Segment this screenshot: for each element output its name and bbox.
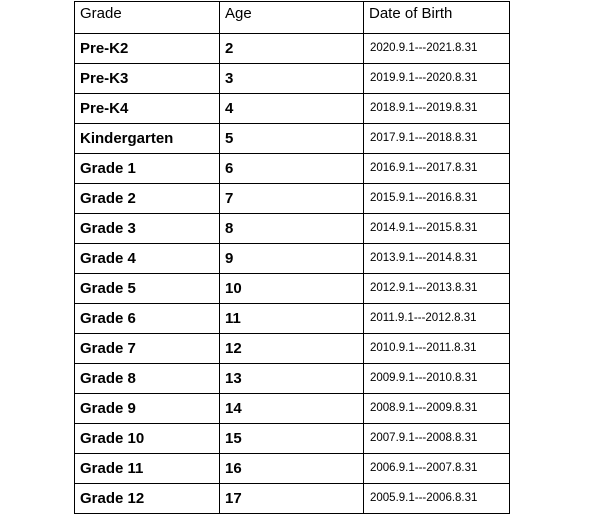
table-row	[75, 154, 510, 184]
date-of-birth-cell: 2009.9.1---2010.8.31	[364, 364, 510, 394]
grade-cell: Grade 1	[75, 154, 220, 184]
grade-cell: Grade 5	[75, 274, 220, 304]
age-cell: 12	[220, 334, 364, 364]
age-cell: 8	[220, 214, 364, 244]
age-cell: 5	[220, 124, 364, 154]
grade-cell: Grade 10	[75, 424, 220, 454]
age-cell: 17	[220, 484, 364, 514]
date-of-birth-cell: 2013.9.1---2014.8.31	[364, 244, 510, 274]
table-row	[75, 214, 510, 244]
age-cell: 6	[220, 154, 364, 184]
table-header-row	[75, 2, 510, 34]
age-cell: 4	[220, 94, 364, 124]
grade-cell: Grade 9	[75, 394, 220, 424]
table-row	[75, 34, 510, 64]
age-cell: 13	[220, 364, 364, 394]
table-row	[75, 364, 510, 394]
age-cell: 3	[220, 64, 364, 94]
table-row	[75, 304, 510, 334]
date-of-birth-cell: 2005.9.1---2006.8.31	[364, 484, 510, 514]
grade-cell: Pre-K2	[75, 34, 220, 64]
date-of-birth-cell: 2008.9.1---2009.8.31	[364, 394, 510, 424]
table-row	[75, 94, 510, 124]
date-of-birth-cell: 2007.9.1---2008.8.31	[364, 424, 510, 454]
table-row	[75, 184, 510, 214]
table-row	[75, 424, 510, 454]
table-row	[75, 274, 510, 304]
date-of-birth-cell: 2011.9.1---2012.8.31	[364, 304, 510, 334]
grade-cell: Kindergarten	[75, 124, 220, 154]
age-cell: 15	[220, 424, 364, 454]
grade-cell: Pre-K4	[75, 94, 220, 124]
grade-cell: Grade 2	[75, 184, 220, 214]
grade-age-table-container	[74, 1, 510, 514]
date-of-birth-cell: 2012.9.1---2013.8.31	[364, 274, 510, 304]
grade-cell: Grade 6	[75, 304, 220, 334]
grade-age-table	[74, 1, 510, 514]
date-of-birth-cell: 2017.9.1---2018.8.31	[364, 124, 510, 154]
table-row	[75, 124, 510, 154]
age-cell: 14	[220, 394, 364, 424]
age-cell: 10	[220, 274, 364, 304]
date-of-birth-cell: 2014.9.1---2015.8.31	[364, 214, 510, 244]
grade-cell: Grade 7	[75, 334, 220, 364]
grade-cell: Grade 4	[75, 244, 220, 274]
date-of-birth-cell: 2019.9.1---2020.8.31	[364, 64, 510, 94]
table-row	[75, 64, 510, 94]
table-row	[75, 334, 510, 364]
age-cell: 11	[220, 304, 364, 334]
grade-cell: Grade 12	[75, 484, 220, 514]
date-of-birth-cell: 2018.9.1---2019.8.31	[364, 94, 510, 124]
grade-cell: Grade 11	[75, 454, 220, 484]
table-row	[75, 484, 510, 514]
grade-cell: Grade 3	[75, 214, 220, 244]
header-grade: Grade	[75, 2, 220, 34]
date-of-birth-cell: 2010.9.1---2011.8.31	[364, 334, 510, 364]
grade-cell: Pre-K3	[75, 64, 220, 94]
age-cell: 7	[220, 184, 364, 214]
header-date-of-birth: Date of Birth	[364, 2, 510, 34]
table-row	[75, 394, 510, 424]
age-cell: 16	[220, 454, 364, 484]
table-row	[75, 244, 510, 274]
header-age: Age	[220, 2, 364, 34]
date-of-birth-cell: 2006.9.1---2007.8.31	[364, 454, 510, 484]
age-cell: 9	[220, 244, 364, 274]
age-cell: 2	[220, 34, 364, 64]
table-row	[75, 454, 510, 484]
date-of-birth-cell: 2016.9.1---2017.8.31	[364, 154, 510, 184]
date-of-birth-cell: 2020.9.1---2021.8.31	[364, 34, 510, 64]
date-of-birth-cell: 2015.9.1---2016.8.31	[364, 184, 510, 214]
grade-cell: Grade 8	[75, 364, 220, 394]
